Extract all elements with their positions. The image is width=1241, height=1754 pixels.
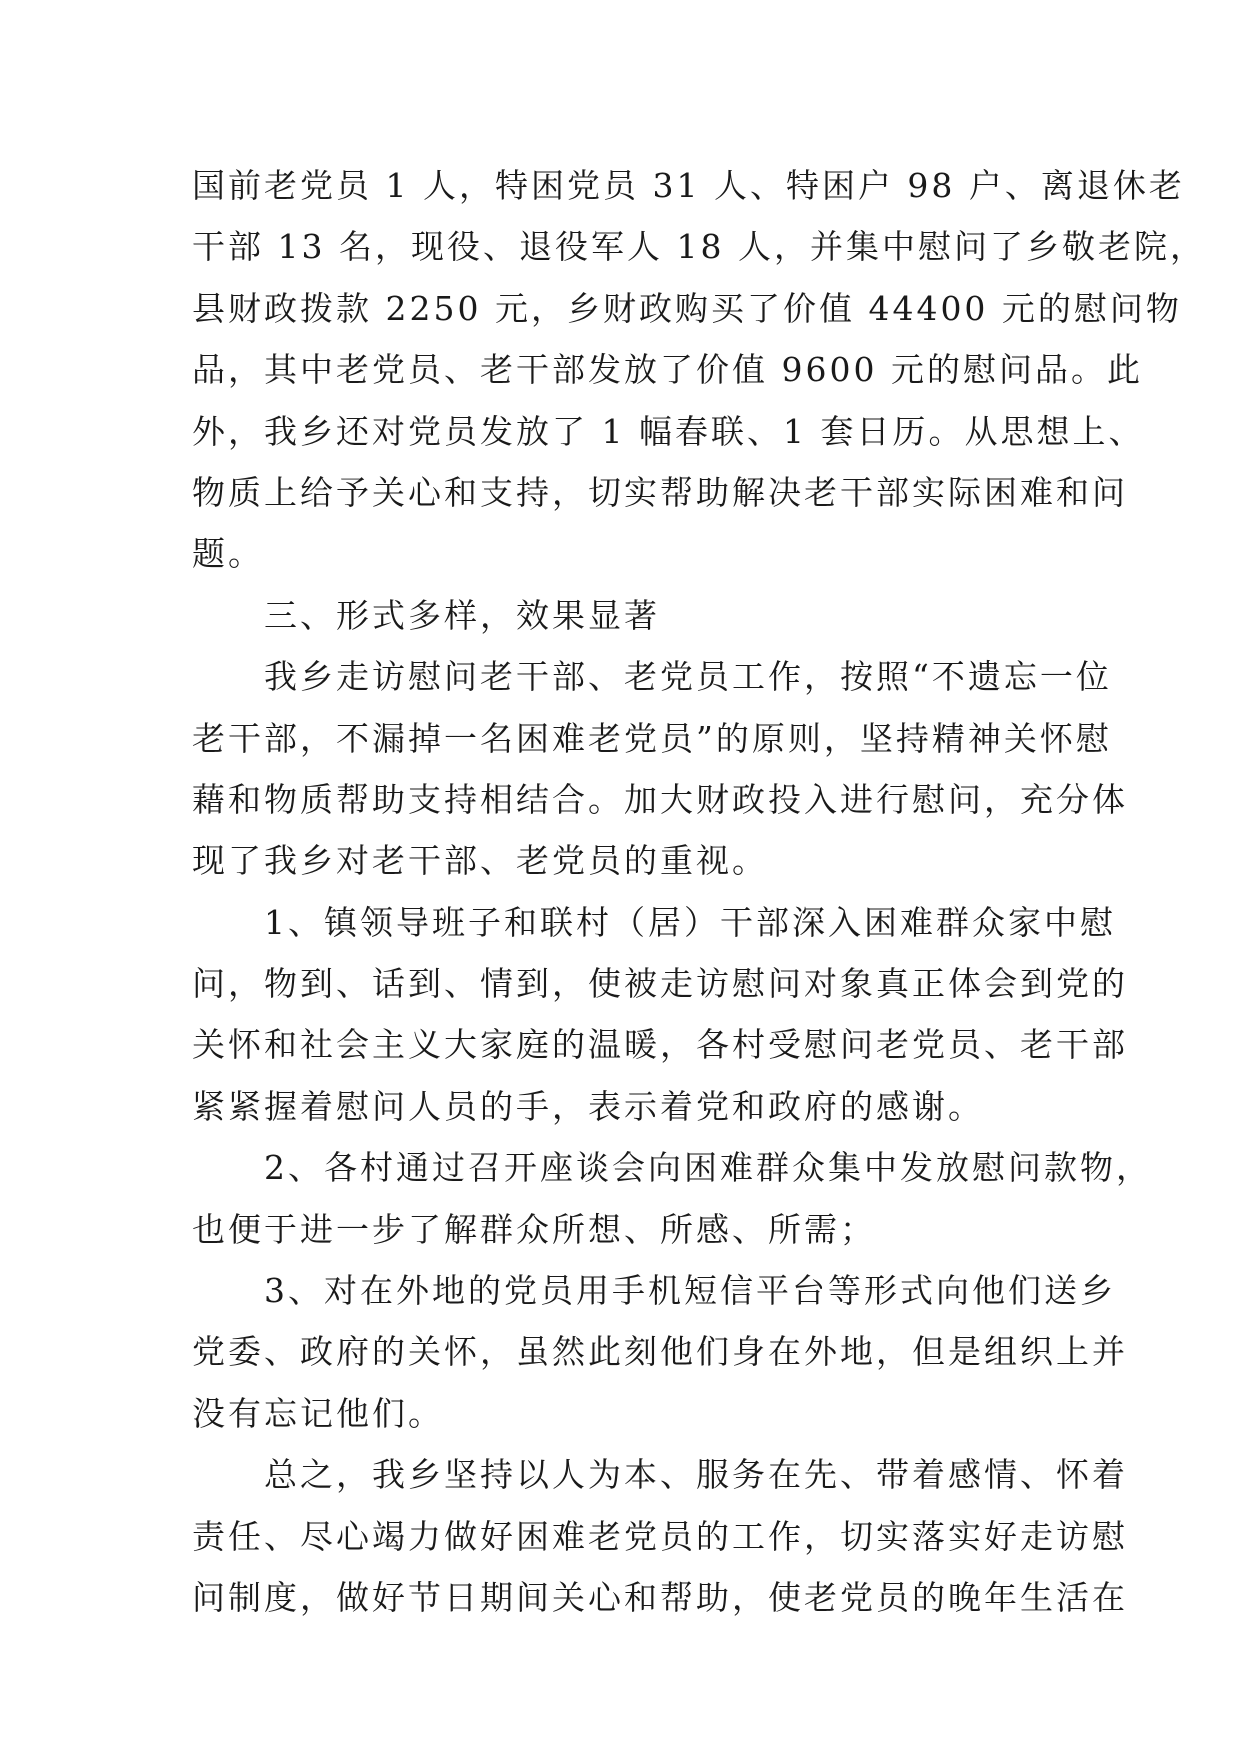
section-heading: 三、形式多样，效果显著 (192, 595, 660, 635)
text-line: 总之，我乡坚持以人为本、服务在先、带着感情、怀着 (192, 1455, 1128, 1495)
text-line: 现了我乡对老干部、老党员的重视。 (192, 841, 768, 881)
text-line: 关怀和社会主义大家庭的温暖，各村受慰问老党员、老干部 (192, 1025, 1128, 1065)
text-line: 紧紧握着慰问人员的手，表示着党和政府的感谢。 (192, 1086, 984, 1126)
text-line: 也便于进一步了解群众所想、所感、所需； (192, 1209, 876, 1249)
text-line: 2、各村通过召开座谈会向困难群众集中发放慰问款物， (192, 1148, 1152, 1188)
text-line: 品，其中老党员、老干部发放了价值 9600 元的慰问品。此 (192, 350, 1143, 390)
text-line: 问，物到、话到、情到，使被走访慰问对象真正体会到党的 (192, 964, 1128, 1004)
text-line: 问制度，做好节日期间关心和帮助，使老党员的晚年生活在 (192, 1577, 1128, 1617)
text-line: 藉和物质帮助支持相结合。加大财政投入进行慰问，充分体 (192, 779, 1128, 819)
text-line: 干部 13 名，现役、退役军人 18 人，并集中慰问了乡敬老院， (192, 227, 1206, 267)
document-body (192, 155, 1206, 1628)
text-line: 党委、政府的关怀，虽然此刻他们身在外地，但是组织上并 (192, 1332, 1128, 1372)
text-line: 老干部，不漏掉一名困难老党员”的原则，坚持精神关怀慰 (192, 718, 1112, 758)
text-line: 责任、尽心竭力做好困难老党员的工作，切实落实好走访慰 (192, 1516, 1128, 1556)
text-line: 我乡走访慰问老干部、老党员工作，按照“不遗忘一位 (192, 657, 1112, 697)
text-line: 1、镇领导班子和联村（居）干部深入困难群众家中慰 (192, 902, 1116, 942)
text-line: 3、对在外地的党员用手机短信平台等形式向他们送乡 (192, 1271, 1116, 1311)
text-line: 县财政拨款 2250 元，乡财政购买了价值 44400 元的慰问物 (192, 288, 1182, 328)
text-line: 没有忘记他们。 (192, 1393, 444, 1433)
text-line: 物质上给予关心和支持，切实帮助解决老干部实际困难和问 (192, 472, 1128, 512)
text-line: 外，我乡还对党员发放了 1 幅春联、1 套日历。从思想上、 (192, 411, 1145, 451)
text-line: 国前老党员 1 人，特困党员 31 人、特困户 98 户、离退休老 (192, 166, 1185, 205)
text-line: 题。 (192, 534, 264, 574)
